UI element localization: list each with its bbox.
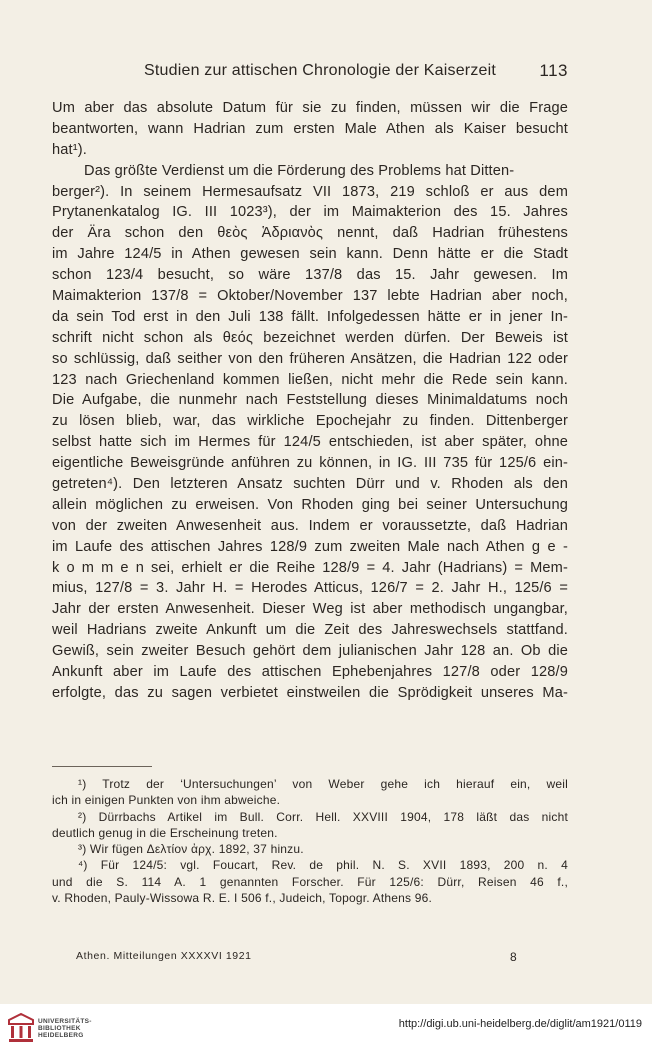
footnote-line: deutlich genug in die Erscheinung treten. [52, 825, 278, 840]
library-name-line: BIBLIOTHEK [38, 1025, 81, 1032]
library-name-line: HEIDELBERG [38, 1032, 84, 1039]
text-line: zu lösen blieb, war, das wirkliche Epochejahr zu finden. Dittenberger [52, 413, 568, 430]
text-line: von der zweiten Anwesenheit aus. Indem er voraussetzte, daß Hadrian [52, 517, 568, 534]
text-line: Ankunft aber im Laufe des attischen Ephebenjahres 127/8 oder 128/9 [52, 664, 568, 681]
text-line: Maimakterion 137/8 = Oktober/November 137 lebte Hadrian aber noch, [52, 288, 568, 305]
page-number: 113 [539, 61, 568, 80]
text-line: Gewiß, sein zweiter Besuch gehört dem julianischen Jahr 128 an. Ob die [52, 643, 568, 660]
text-line: selbst hatte sich im Hermes für 124/5 entschieden, ist aber später, ohne [52, 434, 568, 451]
text-line: 123 nach Griechenland kommen ließen, nicht mehr die Rede sein kann. [52, 371, 568, 388]
footer-bar [0, 1004, 652, 1052]
signature-journal: Athen. Mitteilungen XXXXVI 1921 [76, 950, 252, 962]
footnote-line: ich in einigen Punkten von ihm abweiche. [52, 793, 281, 808]
running-title: Studien zur attischen Chronologie der Kaiserzeit [144, 62, 497, 79]
running-head [52, 62, 568, 84]
text-line: beantworten, wann Hadrian zum ersten Male Athen als Kaiser besucht [52, 120, 568, 137]
text-line: da sein Tod erst in den Juli 138 fällt. Infolgedessen hätte er in jener In- [52, 308, 568, 325]
text-line: Das größte Verdienst um die Förderung des Problems hat Ditten- [84, 162, 515, 179]
library-logo-icon [6, 1012, 36, 1044]
printer-signature [52, 950, 568, 966]
text-line: hat¹). [52, 141, 87, 158]
text-line: getreten⁴). Den letzteren Ansatz suchten Dürr und v. Rhoden als den [52, 476, 568, 493]
footnote-line: ²) Dürrbachs Artikel im Bull. Corr. Hell. XXVIII 1904, 178 läßt das nicht [78, 809, 568, 824]
footnote-line: ³) Wir fügen Δελτίον ἀρχ. 1892, 37 hinzu. [78, 842, 304, 857]
text-line: Prytanenkatalog IG. III 1023³), der im Maimakterion des 15. Jahres [52, 204, 568, 221]
text-line: allein möglichen zu erweisen. Von Rhoden ging bei seiner Untersuchung [52, 496, 568, 513]
text-line: so schlüssig, daß seither von den früheren Ansätzen, die Hadrian 122 oder [52, 350, 568, 367]
text-line: schon 123/4 besucht, so wäre 137/8 das 15. Jahr gewesen. Im [52, 267, 568, 284]
text-line: eigentliche Beweisgründe anführen zu können, in IG. III 735 für 125/6 ein- [52, 455, 568, 472]
text-line: erfolgte, das zu sagen verbietet einstweilen die Sprödigkeit unseres Ma- [52, 684, 568, 701]
footnote-line: ¹) Trotz der ‘Untersuchungen’ von Weber gehe ich hierauf ein, weil [78, 777, 568, 791]
text-line: im Laufe des attischen Jahres 128/9 zum zweiten Male nach Athen g e - [52, 538, 568, 555]
text-line: weil Hadrians zweite Ankunft um die Zeit des Jahreswechsels stattfand. [52, 622, 568, 639]
text-line: berger²). In seinem Hermesaufsatz VII 1873, 219 schloß er aus dem [52, 183, 568, 200]
library-name [38, 1018, 98, 1039]
footnote-line: ⁴) Für 124/5: vgl. Foucart, Rev. de phil. N. S. XVII 1893, 200 n. 4 [78, 858, 568, 873]
footnote-line: und die S. 114 A. 1 genannten Forscher. Für 125/6: Dürr, Reisen 46 f., [52, 874, 568, 889]
text-line: k o m m e n sei, erhielt er die Reihe 128/9 = 4. Jahr (Hadrians) = Mem- [52, 559, 568, 576]
footnote-line: v. Rhoden, Pauly-Wissowa R. E. I 506 f., Judeich, Topogr. Athens 96. [52, 891, 433, 906]
source-url-link[interactable]: http://digi.ub.uni-heidelberg.de/diglit/am1921/0119 [398, 1018, 642, 1030]
text-line: mius, 127/8 = 3. Jahr H. = Herodes Atticus, 126/7 = 2. Jahr H., 125/6 = [52, 580, 568, 597]
text-line: im Jahre 124/5 in Athen gewesen sein kann. Denn hätte er die Stadt [52, 246, 568, 263]
signature-mark: 8 [510, 950, 518, 964]
footnotes [52, 776, 568, 906]
text-line: Jahr der ersten Anwesenheit. Dieser Weg ist aber methodisch ungangbar, [52, 601, 568, 618]
text-line: der Ära schon den θεὸς Ἁδριανὸς nennt, daß Hadrian frühestens [52, 225, 568, 242]
body-text [52, 98, 568, 704]
text-line: Um aber das absolute Datum für sie zu finden, müssen wir die Frage [52, 100, 568, 116]
text-line: schrift nicht schon als θεός bezeichnet werden dürfen. Der Beweis ist [52, 329, 568, 346]
footnote-rule [52, 766, 152, 767]
text-line: Die Aufgabe, die nunmehr nach Feststellung dieses Minimaldatums noch [52, 392, 568, 409]
library-name-line: UNIVERSITÄTS- [38, 1018, 92, 1025]
